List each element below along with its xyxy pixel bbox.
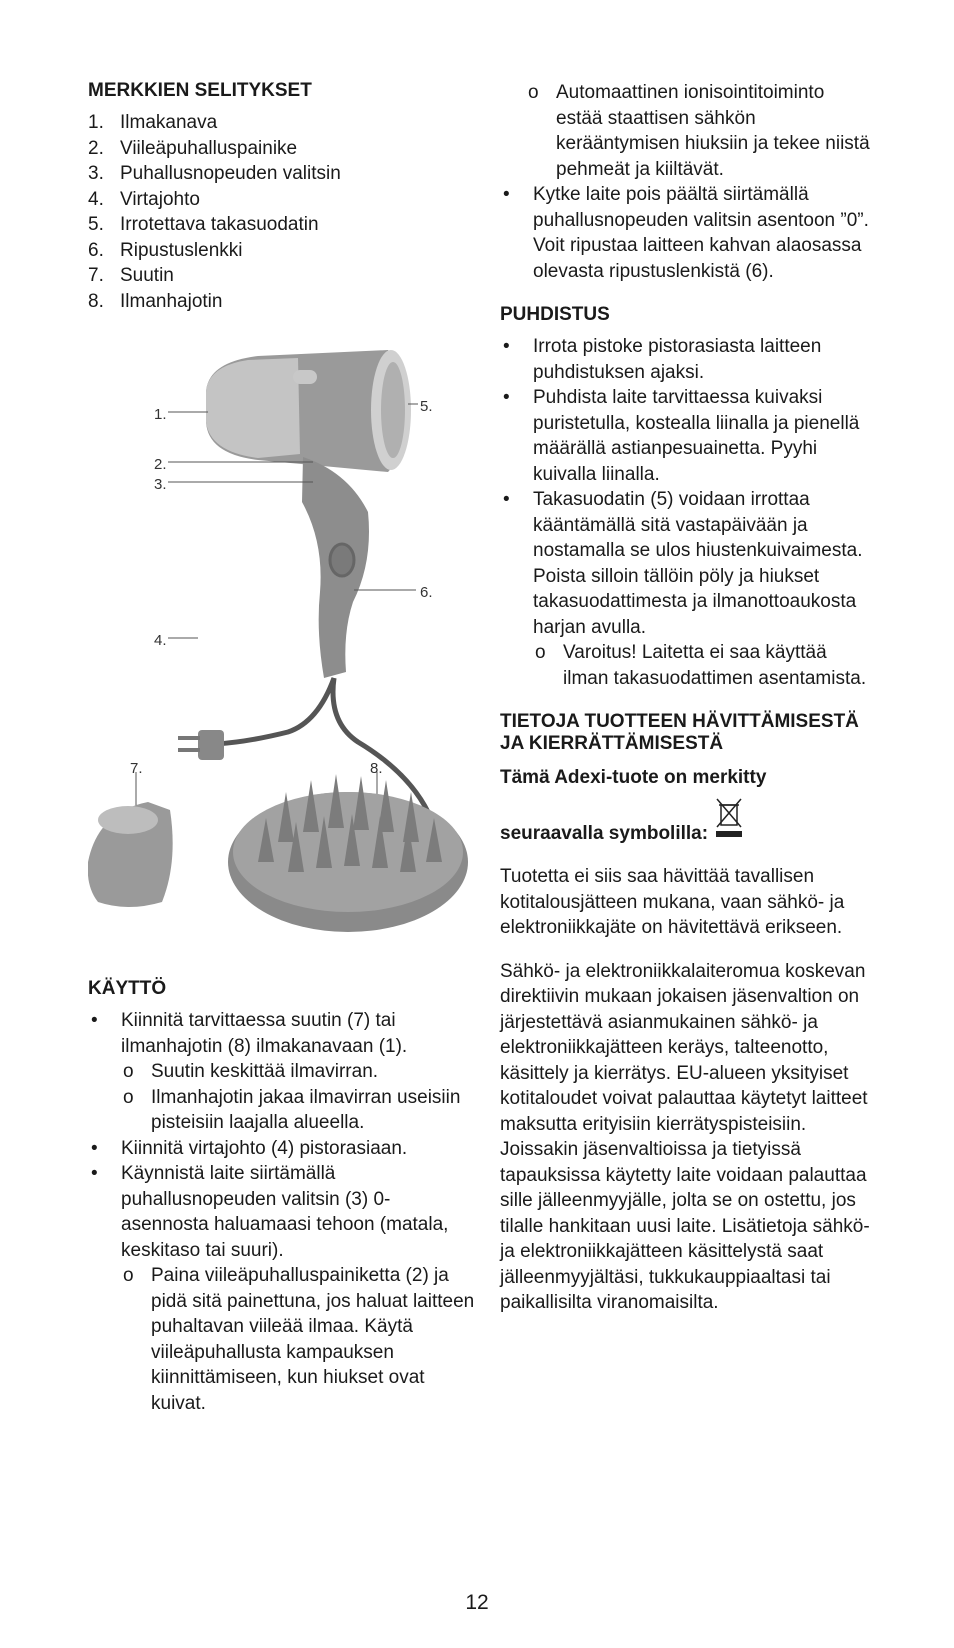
item-number: 4.: [88, 188, 104, 210]
item-label: Suutin: [120, 265, 174, 286]
item-text: Paina viileäpuhalluspainiketta (2) ja pidä sitä painettuna, jos haluat laitteen puhaltavan viileää ilmaa. Käytä viileäpuhallusta kampauksen kiinnittämiseen, kun hiukset ovat kuivat.: [151, 1265, 475, 1414]
item-number: 6.: [88, 239, 104, 261]
sub-item: [121, 1263, 478, 1416]
item-number: 3.: [88, 163, 104, 184]
cleaning-title: PUHDISTUS: [500, 304, 610, 325]
disposal-section: [500, 711, 870, 1316]
item-text: Varoitus! Laitetta ei saa käyttää ilman takasuodattimen asentamista.: [563, 642, 867, 689]
usage-title: KÄYTTÖ: [88, 978, 167, 999]
list-item: [88, 289, 478, 315]
sub-list: [533, 640, 870, 691]
item-text: Takasuodatin (5) voidaan irrottaa kääntämällä sitä vastapäivään ja nostamalla se ulos hiustenkuivaimesta. Poista silloin tällöin pöly ja hiukset takasuodattimesta ja ilmanottoaukosta harjan avulla.: [533, 489, 863, 638]
parts-list: [88, 110, 478, 314]
sub-list: [121, 1263, 478, 1416]
item-text: Kytke laite pois päältä siirtämällä puhallusnopeuden valitsin asentoon ”0”. Voit ripustaa laitteen kahvan alaosassa olevasta ripustuslenkistä (6).: [533, 184, 869, 282]
item-text: Kiinnitä virtajohto (4) pistorasiaan.: [121, 1137, 408, 1159]
list-item: [88, 110, 478, 136]
item-number: 1.: [88, 112, 104, 133]
list-item: [500, 385, 870, 487]
bullet-icon: •: [91, 1163, 98, 1184]
circle-bullet-icon: o: [123, 1086, 134, 1108]
item-text: Automaattinen ionisointitoiminto estää staattisen sähkön kerääntymisen hiuksiin ja tekee niistä pehmeät ja kiiltävät.: [556, 82, 870, 180]
list-item: [500, 487, 870, 691]
bullet-icon: •: [503, 336, 510, 357]
item-number: 2.: [88, 137, 104, 159]
item-label: Irrotettava takasuodatin: [120, 214, 319, 235]
bullet-icon: •: [503, 489, 510, 510]
hair-dryer-illustration: [88, 342, 478, 962]
symbol-line-2: seuraavalla symbolilla:: [500, 822, 709, 844]
sub-item: [526, 80, 870, 182]
continued-sub-list: [500, 80, 870, 182]
bullet-icon: •: [503, 387, 510, 408]
list-item: [500, 182, 870, 284]
item-text: Kiinnitä tarvittaessa suutin (7) tai ilmanhajotin (8) ilmakanavaan (1).: [121, 1010, 408, 1057]
list-item: [88, 1161, 478, 1416]
cleaning-section: [500, 304, 870, 691]
sub-item: [121, 1085, 478, 1136]
figure-label-3: 3.: [154, 476, 167, 493]
item-text: Käynnistä laite siirtämällä puhallusnopeuden valitsin (3) 0-asennosta haluamaasi tehoon (matala, keskitaso tai suuri).: [121, 1163, 449, 1261]
symbol-line-1: Tämä Adexi-tuote on merkitty: [500, 767, 767, 788]
item-text: Ilmanhajotin jakaa ilmavirran useisiin pisteisiin laajalla alueella.: [151, 1086, 461, 1133]
item-number: 5.: [88, 214, 104, 235]
left-column: [88, 80, 478, 1416]
list-item: [88, 238, 478, 264]
parts-title: MERKKIEN SELITYKSET: [88, 80, 312, 101]
item-text: Irrota pistoke pistorasiasta laitteen puhdistuksen ajaksi.: [533, 336, 822, 383]
paragraph-1: Tuotetta ei siis saa hävittää tavallisen kotitalousjätteen mukana, vaan sähkö- ja elektroniikkajäte on hävitettävä erikseen.: [500, 866, 845, 938]
list-item: [88, 161, 478, 187]
figure-label-8: 8.: [370, 760, 383, 777]
bullet-icon: •: [91, 1137, 98, 1159]
figure-label-1: 1.: [154, 406, 167, 423]
usage-section: [88, 978, 478, 1416]
item-label: Ripustuslenkki: [120, 239, 243, 261]
page-number: 12: [465, 1591, 489, 1614]
list-item: [88, 136, 478, 162]
circle-bullet-icon: o: [123, 1061, 134, 1082]
figure-label-6: 6.: [420, 584, 433, 601]
list-item: [88, 1136, 478, 1162]
circle-bullet-icon: o: [123, 1265, 134, 1286]
list-item: [88, 1008, 478, 1136]
figure-label-5: 5.: [420, 398, 433, 415]
list-item: [88, 212, 478, 238]
right-column: [500, 80, 870, 1316]
figure-label-4: 4.: [154, 632, 167, 649]
usage-list: [88, 1008, 478, 1416]
sub-item: [533, 640, 870, 691]
symbol-row: [500, 797, 870, 847]
list-item: [500, 334, 870, 385]
bullet-icon: •: [91, 1010, 98, 1031]
list-item: [88, 187, 478, 213]
figure-label-7: 7.: [130, 760, 143, 777]
circle-bullet-icon: o: [528, 82, 539, 103]
item-label: Viileäpuhalluspainike: [120, 137, 298, 159]
item-number: 8.: [88, 290, 104, 312]
item-text: Suutin keskittää ilmavirran.: [151, 1061, 379, 1082]
sub-item: [121, 1059, 478, 1085]
cleaning-list: [500, 334, 870, 691]
item-label: Virtajohto: [120, 188, 200, 210]
item-text: Puhdista laite tarvittaessa kuivaksi puristetulla, kostealla liinalla ja pienellä määrällä astianpesuainetta. Pyyhi kuivalla liinalla.: [533, 387, 860, 485]
crossed-bin-icon: [714, 797, 744, 847]
figure-label-2: 2.: [154, 456, 167, 473]
item-label: Puhallusnopeuden valitsin: [120, 163, 341, 184]
continued-list: [500, 182, 870, 284]
item-label: Ilmanhajotin: [120, 290, 223, 312]
item-label: Ilmakanava: [120, 112, 218, 133]
disposal-title: TIETOJA TUOTTEEN HÄVITTÄMISESTÄ JA KIERRÄTTÄMISESTÄ: [500, 711, 859, 754]
item-number: 7.: [88, 265, 104, 286]
sub-list: [121, 1059, 478, 1136]
circle-bullet-icon: o: [535, 642, 546, 663]
bullet-icon: •: [503, 184, 510, 205]
list-item: [88, 263, 478, 289]
paragraph-2: Sähkö- ja elektroniikkalaiteromua koskevan direktiivin mukaan jokaisen jäsenvaltion on järjestettävä asianmukainen sähkö- ja elektroniikkajätteen keräys, talteenotto, käsittely ja kierrätys. EU-alueen yksityiset kotitaloudet voivat palauttaa käytetyt laitteet maksutta erityisiin kierrätyspisteisiin. Joissakin jäsenvaltioissa ja tietyissä tapauksissa käytetty laite voidaan palauttaa sille jälleenmyyjälle, jolta se on ostettu, jos tilalle hankitaan uusi laite. Lisätietoja sähkö- ja elektroniikkajätteen käsittelystä saat jälleenmyyjältäsi, tukkukauppiaaltasi tai paikallisilta viranomaisilta.: [500, 960, 870, 1313]
hair-dryer-figure: [88, 342, 478, 962]
